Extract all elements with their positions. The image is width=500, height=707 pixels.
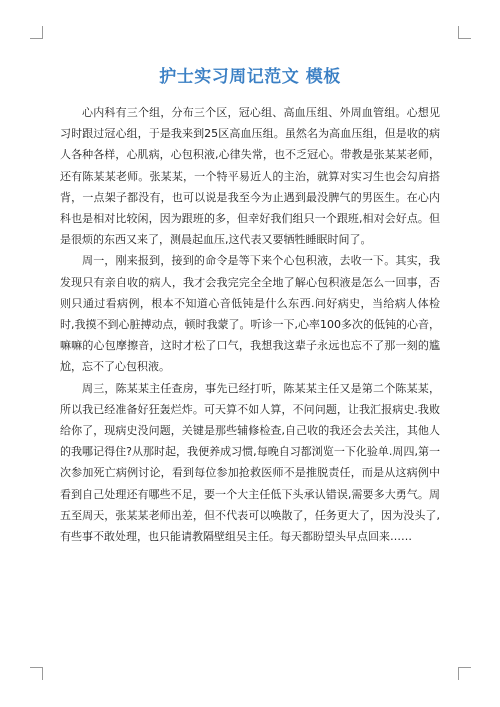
document-body: [60, 102, 440, 547]
crop-mark-bottom-right: [458, 667, 471, 680]
crop-mark-bottom-left: [30, 667, 43, 680]
page-title: 护士实习周记范文 模板: [159, 67, 341, 87]
crop-mark-top-right: [458, 26, 471, 39]
paragraph-2: 周一，刚来报到，接到的命令是等下来个心包积液，去收一下。其实，我发现只有亲自收的病人，我才会我完完全全地了解心包积液是怎么一回事，否则只通过看病例，根本不知道心音低钝是什么东西.问好病史，当给病人体检时,我摸不到心脏搏动点，顿时我蒙了。听诊一下,心率100多次的低钝的心音，嘛嘛的心包摩擦音，这时才松了口气，我想我这辈子永远也忘不了那一刻的尴尬，忘不了心包积液。: [60, 254, 440, 374]
crop-mark-top-left: [30, 26, 43, 39]
paragraph-3: 周三，陈某某主任查房，事先已经打听，陈某某主任又是第二个陈某某，所以我已经准备好狂轰烂炸。可天算不如人算，不问问题，让我汇报病史.我败给你了，现病史没问题，关键是那些辅修检查,自己收的我还会去关注，其他人的我哪记得住?从那时起，我便养成习惯,每晚自习都浏览一下化验单.周四,第一次参加死亡病例讨论，看到每位参加抢救医师不是推脱责任，而是从这病例中看到自己处理还有哪些不足，要一个大主任低下头承认错误,需要多大勇气。周五至周天，张某某老师出差，但不代表可以唤散了，任务更大了，因为没头了,有些事不敢处理，也只能请教隔壁组吴主任。每天都盼望头早点回来……: [60, 381, 440, 544]
paragraph-1: 心内科有三个组，分布三个区，冠心组、高血压组、外周血管组。心想见习时跟过冠心组，于是我来到25区高血压组。虽然名为高血压组，但是收的病人各种各样，心肌病，心包积液,心律失常，也不乏冠心。带教是张某某老师，还有陈某某老师。张某某，一个特平易近人的主治，就算对实习生也会勾肩搭背，一点架子都没有，也可以说是我至今为止遇到最没脾气的男医生。在心内科也是相对比较闲，因为跟班的多，但幸好我们组只一个跟班,相对会好点。但是很烦的东西又来了，测晨起血压,这代表又要牺牲睡眠时间了。: [60, 106, 440, 247]
